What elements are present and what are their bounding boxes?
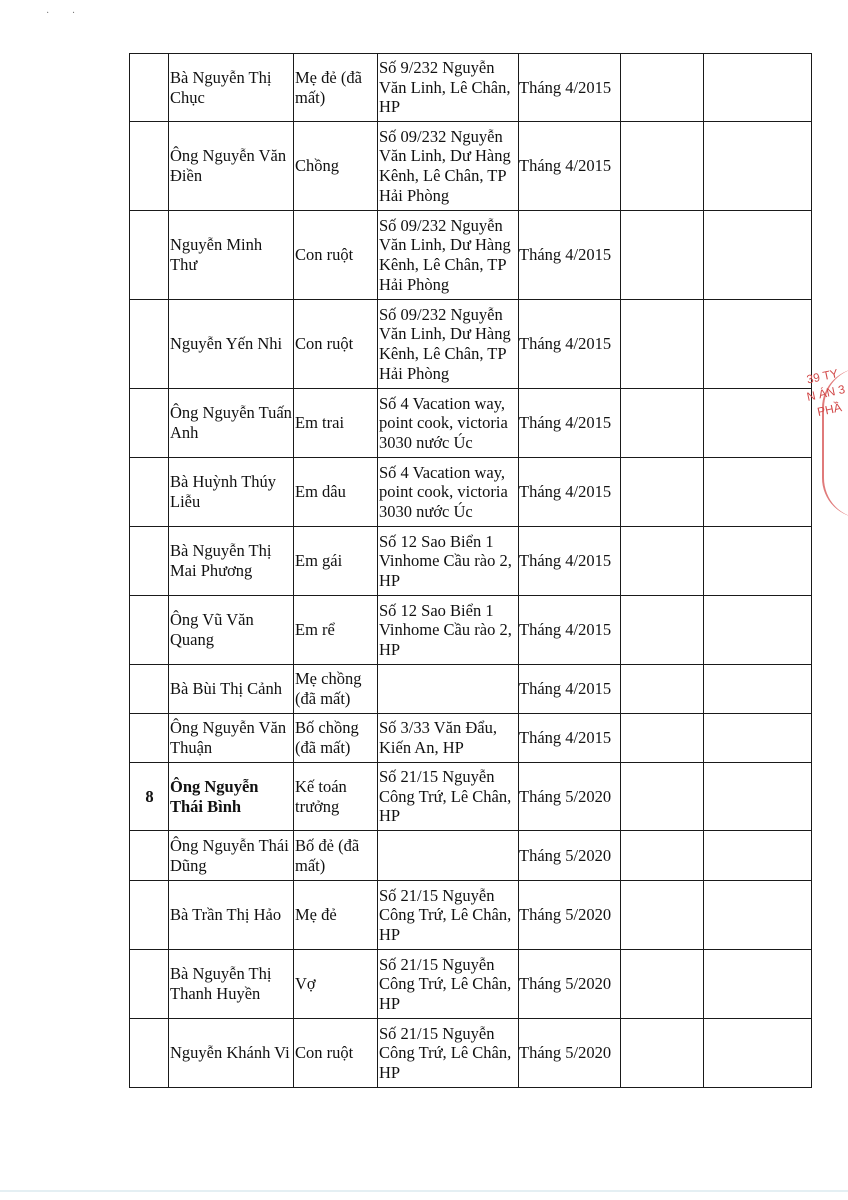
empty-cell [621,714,704,763]
date-cell: Tháng 4/2015 [519,596,621,665]
table-row [130,122,812,211]
date-cell: Tháng 4/2015 [519,527,621,596]
name-cell: Ông Nguyễn Thái Dũng [169,831,294,881]
relation-cell: Em dâu [294,458,378,527]
empty-cell [621,527,704,596]
date-cell: Tháng 4/2015 [519,211,621,300]
relation-cell: Mẹ đẻ (đã mất) [294,54,378,122]
address-cell [378,665,519,714]
stt-cell [130,300,169,389]
table-row [130,54,812,122]
name-cell: Ông Nguyễn Tuấn Anh [169,389,294,458]
relation-cell: Mẹ chồng (đã mất) [294,665,378,714]
name-cell: Bà Nguyễn Thị Thanh Huyền [169,950,294,1019]
empty-cell [621,1019,704,1088]
name-cell: Nguyễn Khánh Vi [169,1019,294,1088]
empty-cell [621,389,704,458]
table-body [130,54,812,1088]
empty-cell [704,950,812,1019]
empty-cell [704,596,812,665]
empty-cell [704,665,812,714]
address-cell: Số 3/33 Văn Đẩu, Kiến An, HP [378,714,519,763]
name-cell: Bà Nguyễn Thị Chục [169,54,294,122]
date-cell: Tháng 5/2020 [519,881,621,950]
empty-cell [704,211,812,300]
relation-cell: Con ruột [294,211,378,300]
stt-cell [130,596,169,665]
date-cell: Tháng 4/2015 [519,389,621,458]
date-cell: Tháng 4/2015 [519,54,621,122]
relation-cell: Mẹ đẻ [294,881,378,950]
address-cell: Số 12 Sao Biển 1 Vinhome Cầu rào 2, HP [378,596,519,665]
name-cell: Nguyễn Minh Thư [169,211,294,300]
address-cell: Số 9/232 Nguyễn Văn Linh, Lê Chân, HP [378,54,519,122]
name-cell: Bà Trần Thị Hảo [169,881,294,950]
stt-cell [130,122,169,211]
relation-cell: Vợ [294,950,378,1019]
relation-cell: Bố chồng (đã mất) [294,714,378,763]
relation-cell: Em rể [294,596,378,665]
relation-cell: Con ruột [294,300,378,389]
table-row [130,596,812,665]
empty-cell [704,714,812,763]
empty-cell [621,831,704,881]
empty-cell [704,300,812,389]
scan-specks: · · [46,8,86,19]
empty-cell [621,596,704,665]
address-cell: Số 12 Sao Biển 1 Vinhome Cầu rào 2, HP [378,527,519,596]
table-row [130,458,812,527]
related-persons-table [129,53,812,1088]
address-cell: Số 09/232 Nguyễn Văn Linh, Dư Hàng Kênh, Lê Chân, TP Hải Phòng [378,300,519,389]
stamp-text: 39 TY N ÁN 3 PHẦ [805,366,847,420]
empty-cell [621,763,704,831]
name-cell: Ông Vũ Văn Quang [169,596,294,665]
stt-cell: 8 [130,763,169,831]
empty-cell [704,54,812,122]
empty-cell [704,527,812,596]
empty-cell [704,831,812,881]
name-cell: Ông Nguyễn Văn Điền [169,122,294,211]
stt-cell [130,211,169,300]
table-row [130,950,812,1019]
empty-cell [704,881,812,950]
relation-cell: Chồng [294,122,378,211]
address-cell: Số 21/15 Nguyễn Công Trứ, Lê Chân, HP [378,950,519,1019]
address-cell: Số 4 Vacation way, point cook, victoria 3030 nước Úc [378,389,519,458]
date-cell: Tháng 5/2020 [519,831,621,881]
name-cell: Ông Nguyễn Thái Bình [169,763,294,831]
empty-cell [621,300,704,389]
empty-cell [621,665,704,714]
stt-cell [130,1019,169,1088]
table-row [130,211,812,300]
date-cell: Tháng 4/2015 [519,665,621,714]
date-cell: Tháng 4/2015 [519,458,621,527]
stt-cell [130,527,169,596]
company-stamp [806,368,846,518]
stt-cell [130,458,169,527]
name-cell: Bà Bùi Thị Cảnh [169,665,294,714]
date-cell: Tháng 4/2015 [519,714,621,763]
stt-cell [130,389,169,458]
stt-cell [130,950,169,1019]
empty-cell [704,122,812,211]
name-cell: Bà Huỳnh Thúy Liễu [169,458,294,527]
date-cell: Tháng 5/2020 [519,1019,621,1088]
stt-cell [130,881,169,950]
relation-cell: Bố đẻ (đã mất) [294,831,378,881]
empty-cell [704,763,812,831]
address-cell: Số 09/232 Nguyễn Văn Linh, Dư Hàng Kênh, Lê Chân, TP Hải Phòng [378,122,519,211]
table-row [130,527,812,596]
name-cell: Bà Nguyễn Thị Mai Phương [169,527,294,596]
stt-cell [130,665,169,714]
date-cell: Tháng 5/2020 [519,763,621,831]
empty-cell [704,1019,812,1088]
date-cell: Tháng 4/2015 [519,300,621,389]
empty-cell [704,458,812,527]
table-row [130,831,812,881]
date-cell: Tháng 5/2020 [519,950,621,1019]
name-cell: Nguyễn Yến Nhi [169,300,294,389]
address-cell: Số 21/15 Nguyễn Công Trứ, Lê Chân, HP [378,1019,519,1088]
relation-cell: Kế toán trưởng [294,763,378,831]
address-cell: Số 4 Vacation way, point cook, victoria 3030 nước Úc [378,458,519,527]
table-row [130,881,812,950]
address-cell: Số 09/232 Nguyễn Văn Linh, Dư Hàng Kênh, Lê Chân, TP Hải Phòng [378,211,519,300]
address-cell [378,831,519,881]
table-row [130,665,812,714]
stt-cell [130,831,169,881]
address-cell: Số 21/15 Nguyễn Công Trứ, Lê Chân, HP [378,763,519,831]
table-row [130,389,812,458]
table-row [130,763,812,831]
table-row [130,300,812,389]
table-row [130,714,812,763]
date-cell: Tháng 4/2015 [519,122,621,211]
empty-cell [621,122,704,211]
address-cell: Số 21/15 Nguyễn Công Trứ, Lê Chân, HP [378,881,519,950]
empty-cell [621,54,704,122]
table-row [130,1019,812,1088]
empty-cell [621,458,704,527]
empty-cell [621,211,704,300]
name-cell: Ông Nguyễn Văn Thuận [169,714,294,763]
relation-cell: Em gái [294,527,378,596]
empty-cell [704,389,812,458]
empty-cell [621,950,704,1019]
stt-cell [130,714,169,763]
relation-cell: Con ruột [294,1019,378,1088]
empty-cell [621,881,704,950]
relation-cell: Em trai [294,389,378,458]
stt-cell [130,54,169,122]
page-edge [0,1190,848,1192]
